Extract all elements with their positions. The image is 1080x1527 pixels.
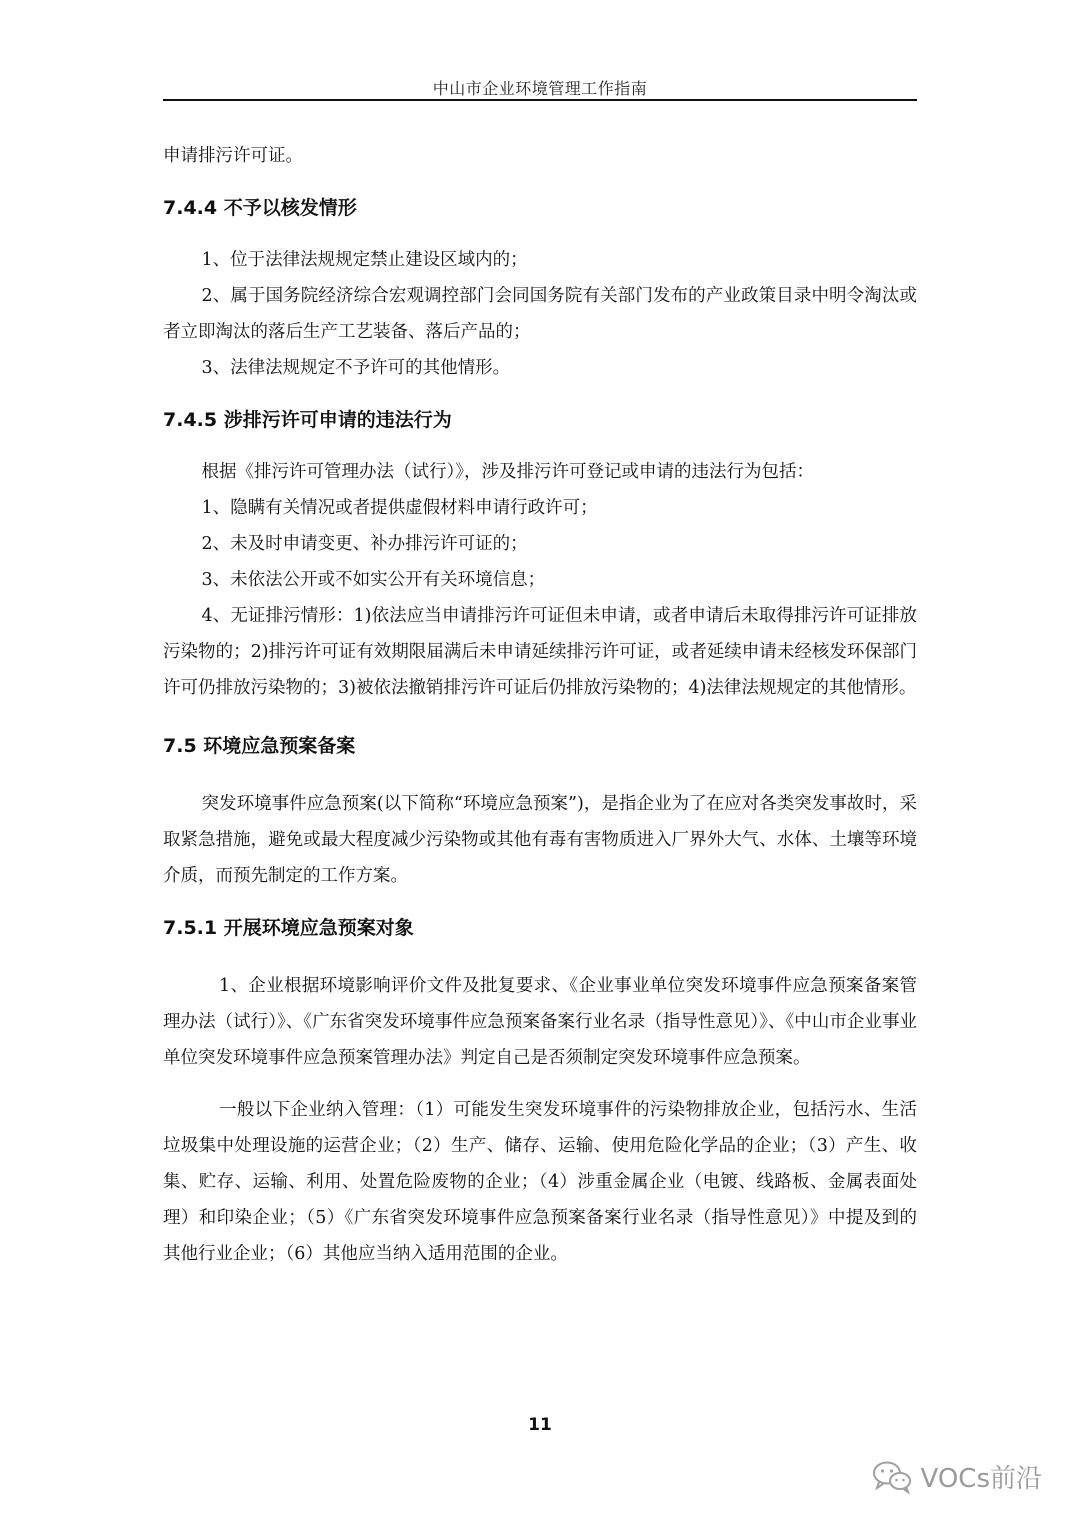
heading-7-4-5: 7.4.5 涉排污许可申请的违法行为 [163, 409, 452, 431]
intro-paragraph: 根据《排污许可管理办法（试行）》，涉及排污许可登记或申请的违法行为包括： [201, 462, 814, 482]
heading-7-5: 7.5 环境应急预案备案 [163, 735, 356, 757]
list-item: 2、未及时申请变更、补办排污许可证的； [201, 534, 528, 554]
definition-paragraph: 突发环境事件应急预案(以下简称“环境应急预案”)，是指企业为了在应对各类突发事故时，采取紧急措施，避免或最大程度减少污染物或其他有毒有害物质进入厂界外大气、水体、土壤等环境介质，而预先制定的工作方案。 [163, 794, 917, 886]
running-header: 中山市企业环境管理工作指南 [432, 79, 648, 98]
page-body [163, 138, 917, 1272]
heading-7-5-1: 7.5.1 开展环境应急预案对象 [163, 917, 414, 939]
header-divider [163, 99, 917, 101]
continuation-text: 申请排污许可证。 [163, 146, 303, 166]
watermark [871, 1458, 1043, 1495]
scope-paragraph: 1、企业根据环境影响评价文件及批复要求、《企业事业单位突发环境事件应急预案备案管理办法（试行）》、《广东省突发环境事件应急预案备案行业名录（指导性意见）》、《中山市企业事业单位突发环境事件应急预案管理办法》判定自己是否须制定突发环境事件应急预案。 [163, 976, 917, 1068]
heading-7-4-4: 7.4.4 不予以核发情形 [163, 197, 357, 219]
scope-list-paragraph: 一般以下企业纳入管理：（1）可能发生突发环境事件的污染物排放企业，包括污水、生活垃圾集中处理设施的运营企业；（2）生产、储存、运输、使用危险化学品的企业；（3）产生、收集、贮存、运输、利用、处置危险废物的企业；（4）涉重金属企业（电镀、线路板、金属表面处理）和印染企业；（5）《广东省突发环境事件应急预案备案行业名录（指导性意见）》中提及到的其他行业企业；（6）其他应当纳入适用范围的企业。 [163, 1100, 917, 1264]
wechat-icon [871, 1459, 913, 1495]
list-item: 1、位于法律法规规定禁止建设区域内的； [201, 250, 528, 270]
list-item: 2、属于国务院经济综合宏观调控部门会同国务院有关部门发布的产业政策目录中明令淘汰或者立即淘汰的落后生产工艺装备、落后产品的； [163, 286, 917, 342]
list-item: 3、法律法规规定不予许可的其他情形。 [201, 358, 511, 378]
watermark-text: VOCs前沿 [920, 1464, 1042, 1494]
list-item: 3、未依法公开或不如实公开有关环境信息； [201, 570, 546, 590]
list-item: 1、隐瞒有关情况或者提供虚假材料申请行政许可； [201, 498, 598, 518]
page-number: 11 [528, 1415, 552, 1435]
list-item: 4、无证排污情形：1)依法应当申请排污许可证但未申请，或者申请后未取得排污许可证排放污染物的；2)排污许可证有效期限届满后未申请延续排污许可证，或者延续申请未经核发环保部门许可仍排放污染物的；3)被依法撤销排污许可证后仍排放污染物的；4)法律法规规定的其他情形。 [163, 606, 917, 698]
